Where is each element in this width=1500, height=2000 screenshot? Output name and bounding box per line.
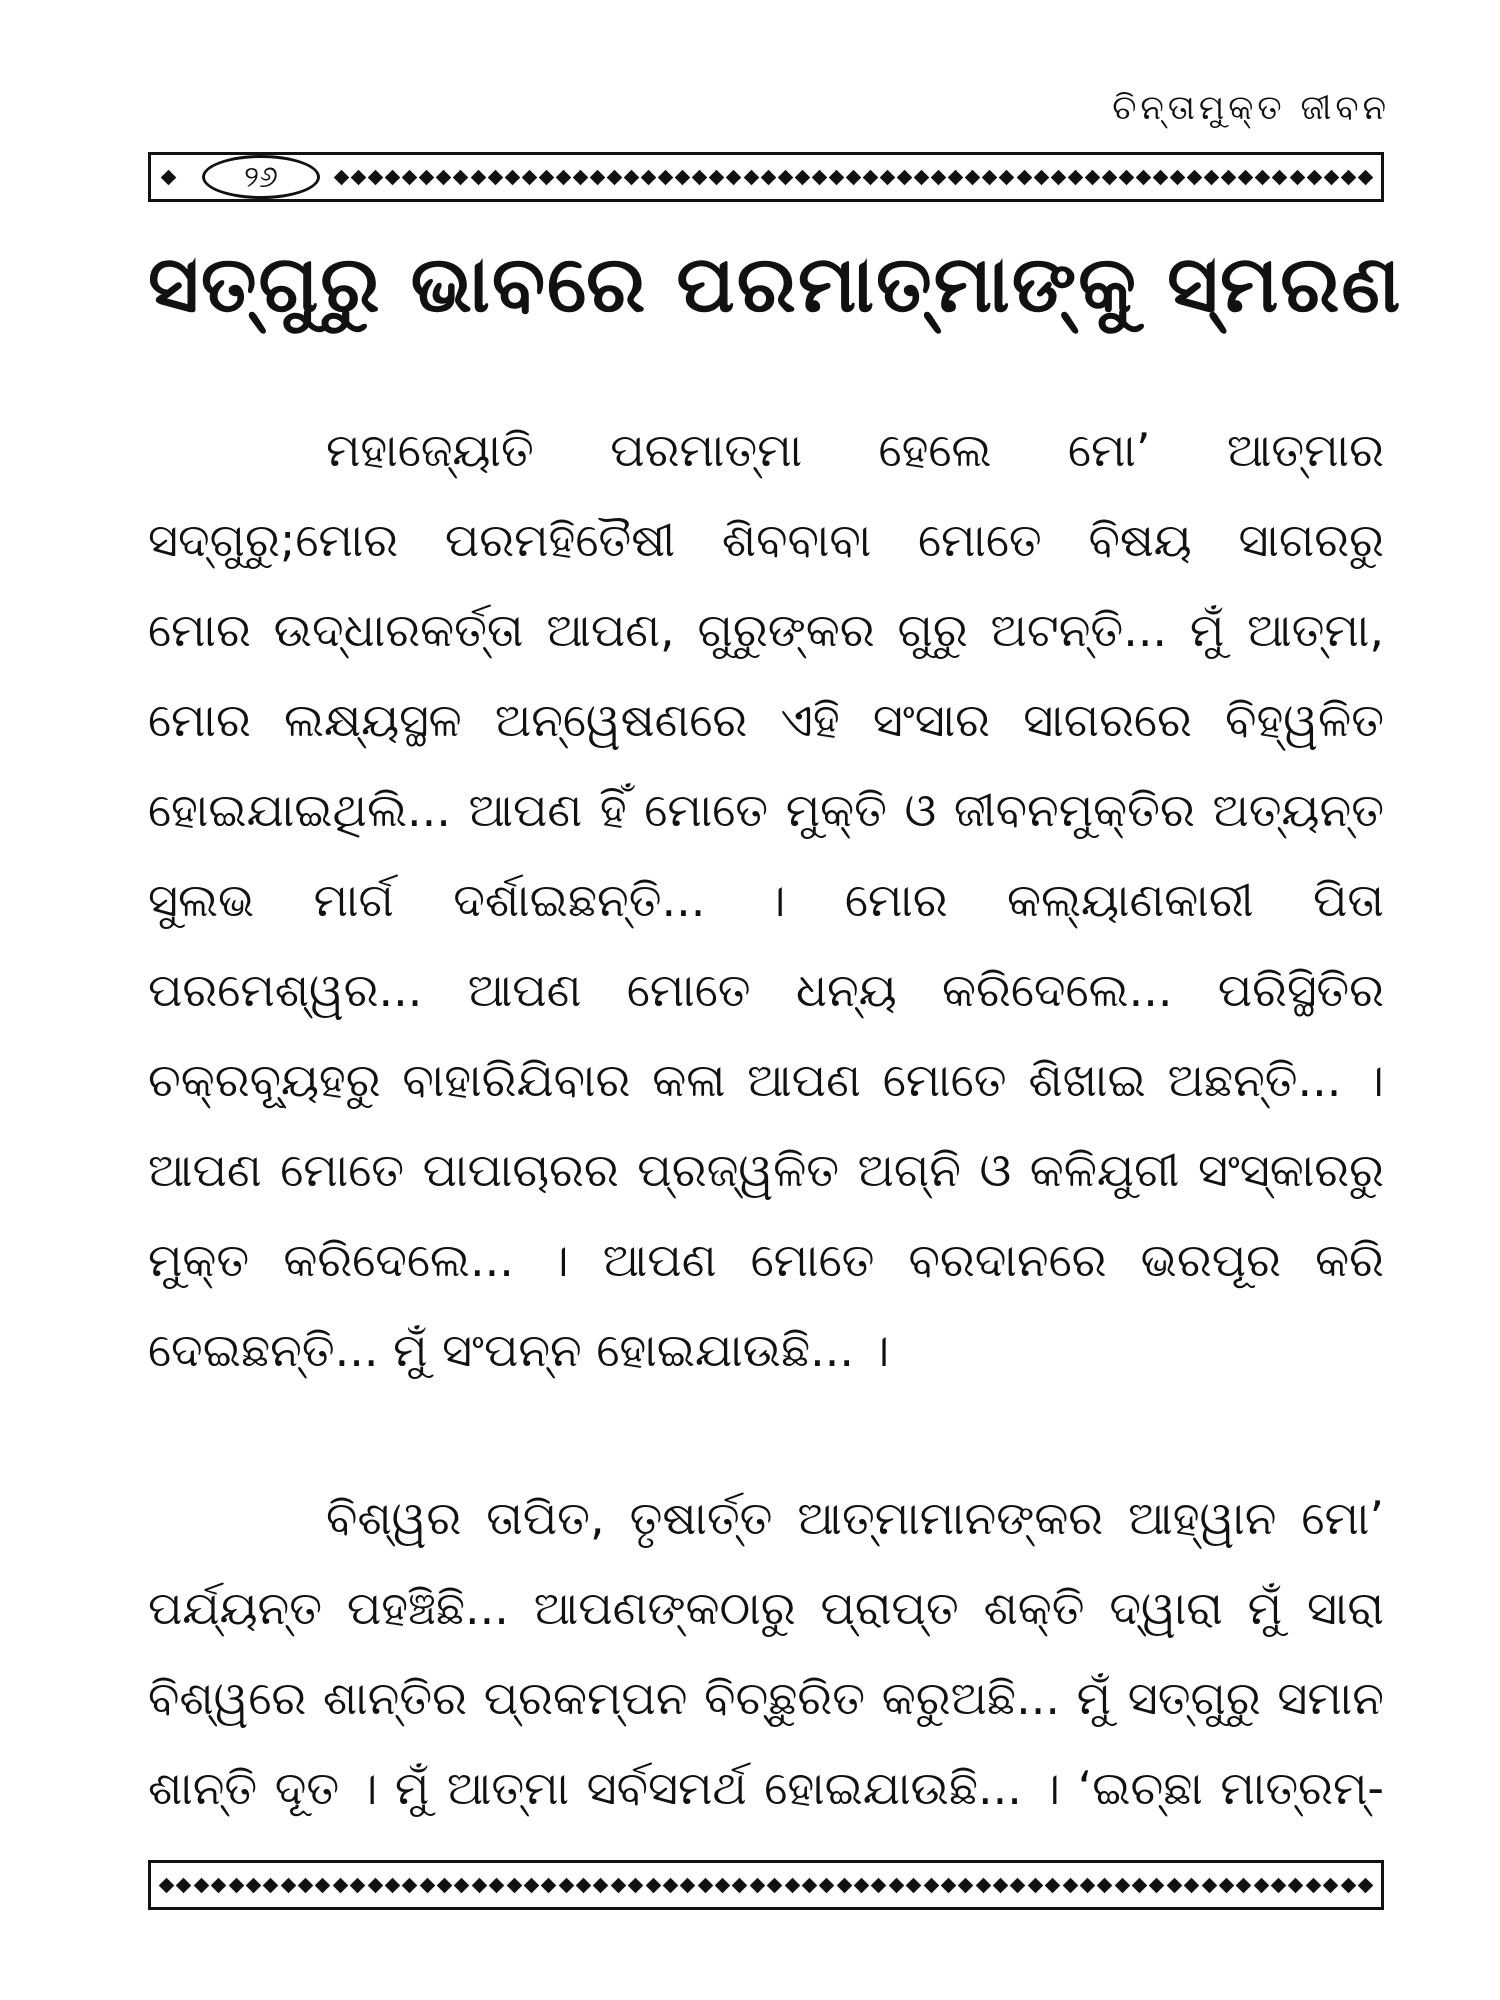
border-diamond-icon bbox=[906, 1877, 922, 1893]
border-diamond-icon bbox=[298, 1877, 314, 1893]
border-diamond-icon bbox=[1149, 1877, 1165, 1893]
border-diamond-icon bbox=[350, 1877, 366, 1893]
border-diamond-icon bbox=[982, 169, 998, 185]
border-diamond-icon bbox=[948, 169, 964, 185]
border-diamond-icon bbox=[1080, 1877, 1096, 1893]
border-diamond-icon bbox=[436, 169, 452, 185]
border-diamond-icon bbox=[1340, 169, 1356, 185]
border-diamond-icon bbox=[871, 1877, 887, 1893]
border-diamond-icon bbox=[726, 169, 742, 185]
border-diamond-icon bbox=[1253, 1877, 1269, 1893]
border-diamond-icon bbox=[897, 169, 913, 185]
border-diamond-icon bbox=[846, 169, 862, 185]
border-diamond-icon bbox=[506, 1877, 522, 1893]
border-diamond-icon bbox=[645, 1877, 661, 1893]
border-diamond-icon bbox=[332, 1877, 348, 1893]
page-number: ୨୬ bbox=[202, 155, 320, 199]
paragraph-line: ବିଶ୍ୱର ତାପିତ, ତୃଷାର୍ତ୍ତ ଆତ୍ମାମାନଙ୍କର ଆହ୍ୱାନ ମୋ’ bbox=[326, 1491, 1384, 1545]
border-diamond-icon bbox=[1027, 1877, 1043, 1893]
border-diamond-icon bbox=[1132, 1877, 1148, 1893]
border-diamond-icon bbox=[819, 1877, 835, 1893]
border-diamond-icon bbox=[1136, 169, 1152, 185]
border-diamond-icon bbox=[1097, 1877, 1113, 1893]
border-diamond-icon bbox=[1306, 169, 1322, 185]
paragraph-line: ମୋର ଲକ୍ଷ୍ୟସ୍ଥଳ ଅନ୍ୱେଷଣରେ ଏହି ସଂସାର ସାଗରରେ ବିହ୍ୱଳିତ bbox=[148, 693, 1384, 747]
border-diamond-icon bbox=[1236, 1877, 1252, 1893]
border-diamond-icon bbox=[760, 169, 776, 185]
border-diamond-icon bbox=[454, 1877, 470, 1893]
border-diamond-icon bbox=[1238, 169, 1254, 185]
border-diamond-icon bbox=[280, 1877, 296, 1893]
paragraph-line: ଶାନ୍ତି ଦୂତ । ମୁଁ ଆତ୍ମା ସର୍ବସମର୍ଥ ହୋଇଯାଉଛି... । ‘ଇଚ୍ଛା ମାତ୍ରମ୍- bbox=[148, 1761, 1384, 1815]
border-diamond-icon bbox=[504, 169, 520, 185]
border-diamond-icon bbox=[610, 1877, 626, 1893]
border-diamond-icon bbox=[880, 169, 896, 185]
border-diamond-icon bbox=[263, 1877, 279, 1893]
paragraph-line: ଦେଇଛନ୍ତି... ମୁଁ ସଂପନ୍ନ ହୋଇଯାଉଛି... । bbox=[148, 1323, 890, 1377]
border-diamond-icon bbox=[161, 169, 177, 185]
border-diamond-icon bbox=[697, 1877, 713, 1893]
border-diamond-icon bbox=[607, 169, 623, 185]
border-diamond-icon bbox=[246, 1877, 262, 1893]
border-diamond-icon bbox=[931, 169, 947, 185]
border-diamond-icon bbox=[732, 1877, 748, 1893]
border-diamond-icon bbox=[1102, 169, 1118, 185]
border-diamond-icon bbox=[1323, 1877, 1339, 1893]
paragraph-line: ବିଶ୍ୱରେ ଶାନ୍ତିର ପ୍ରକମ୍ପନ ବିଚ୍ଛୁରିତ କରୁଅଛି... ମୁଁ ସତ୍‌ଗୁରୁ ସମାନ bbox=[148, 1671, 1384, 1725]
border-diamond-icon bbox=[811, 169, 827, 185]
border-diamond-icon bbox=[385, 169, 401, 185]
top-ornamental-border bbox=[148, 152, 1384, 202]
border-diamond-icon bbox=[1033, 169, 1049, 185]
top-diamond-row bbox=[326, 155, 1381, 199]
border-diamond-icon bbox=[1016, 169, 1032, 185]
border-diamond-icon bbox=[784, 1877, 800, 1893]
border-diamond-icon bbox=[385, 1877, 401, 1893]
border-diamond-icon bbox=[624, 169, 640, 185]
paragraph-line: ମହାଜ୍ୟୋତି ପରମାତ୍ମା ହେଲେ ମୋ’ ଆତ୍ମାର bbox=[326, 423, 1384, 477]
border-diamond-icon bbox=[573, 169, 589, 185]
paragraph-line: ଆପଣ ମୋତେ ପାପାଚାରର ପ୍ରଜ୍ୱଳିତ ଅଗ୍ନି ଓ କଳିଯୁଗୀ ସଂସ୍କାରରୁ bbox=[148, 1143, 1384, 1197]
border-diamond-icon bbox=[663, 1877, 679, 1893]
paragraph-line: ହୋଇଯାଇଥିଲି... ଆପଣ ହିଁ ମୋତେ ମୁକ୍ତି ଓ ଜୀବନମୁକ୍ତିର ଅତ୍ୟନ୍ତ bbox=[148, 783, 1384, 837]
border-diamond-icon bbox=[1272, 169, 1288, 185]
border-diamond-icon bbox=[541, 1877, 557, 1893]
border-diamond-icon bbox=[556, 169, 572, 185]
border-diamond-icon bbox=[1166, 1877, 1182, 1893]
paragraph-1 bbox=[148, 405, 1384, 1395]
border-diamond-icon bbox=[802, 1877, 818, 1893]
border-diamond-icon bbox=[941, 1877, 957, 1893]
border-diamond-icon bbox=[228, 1877, 244, 1893]
border-diamond-icon bbox=[368, 169, 384, 185]
border-diamond-icon bbox=[888, 1877, 904, 1893]
border-diamond-icon bbox=[1062, 1877, 1078, 1893]
border-diamond-icon bbox=[1119, 169, 1135, 185]
border-diamond-icon bbox=[692, 169, 708, 185]
border-diamond-icon bbox=[521, 169, 537, 185]
border-diamond-icon bbox=[367, 1877, 383, 1893]
border-diamond-icon bbox=[794, 169, 810, 185]
border-diamond-icon bbox=[1271, 1877, 1287, 1893]
border-diamond-icon bbox=[402, 169, 418, 185]
paragraph-line: ମୁକ୍ତ କରିଦେଲେ... । ଆପଣ ମୋତେ ବରଦାନରେ ଭରପୂର କରି bbox=[148, 1233, 1384, 1287]
border-diamond-icon bbox=[1067, 169, 1083, 185]
border-diamond-icon bbox=[471, 1877, 487, 1893]
border-diamond-icon bbox=[854, 1877, 870, 1893]
border-diamond-icon bbox=[715, 1877, 731, 1893]
border-diamond-icon bbox=[999, 169, 1015, 185]
border-diamond-icon bbox=[1289, 169, 1305, 185]
border-diamond-icon bbox=[836, 1877, 852, 1893]
border-diamond-icon bbox=[1170, 169, 1186, 185]
border-diamond-icon bbox=[1219, 1877, 1235, 1893]
border-diamond-icon bbox=[159, 1877, 175, 1893]
border-diamond-icon bbox=[576, 1877, 592, 1893]
border-diamond-icon bbox=[524, 1877, 540, 1893]
paragraph-2 bbox=[148, 1473, 1384, 1833]
border-diamond-icon bbox=[1288, 1877, 1304, 1893]
border-diamond-icon bbox=[958, 1877, 974, 1893]
bottom-diamond-row bbox=[151, 1863, 1381, 1907]
border-diamond-icon bbox=[1357, 169, 1373, 185]
paragraph-line: ସଦ୍‌ଗୁରୁ;ମୋର ପରମହିତୈଷୀ ଶିବବାବା ମୋତେ ବିଷୟ ସାଗରରୁ bbox=[148, 513, 1384, 567]
border-diamond-icon bbox=[1153, 169, 1169, 185]
border-diamond-icon bbox=[334, 169, 350, 185]
border-diamond-icon bbox=[1050, 169, 1066, 185]
border-diamond-icon bbox=[470, 169, 486, 185]
border-diamond-icon bbox=[923, 1877, 939, 1893]
border-diamond-icon bbox=[402, 1877, 418, 1893]
border-diamond-icon bbox=[593, 1877, 609, 1893]
paragraph-line: ସୁଲଭ ମାର୍ଗ ଦର୍ଶାଇଛନ୍ତି... । ମୋର କଲ୍ୟାଣକାରୀ ପିତା bbox=[148, 873, 1384, 927]
paragraph-line: ପରମେଶ୍ୱର... ଆପଣ ମୋତେ ଧନ୍ୟ କରିଦେଲେ... ପରିସ୍ଥିତିର bbox=[148, 963, 1384, 1017]
border-diamond-icon bbox=[315, 1877, 331, 1893]
border-diamond-icon bbox=[1201, 1877, 1217, 1893]
border-diamond-icon bbox=[680, 1877, 696, 1893]
border-diamond-icon bbox=[351, 169, 367, 185]
chapter-title: ସତ୍‌ଗୁରୁ ଭାବରେ ପରମାତ୍ମାଙ୍କୁ ସ୍ମରଣ bbox=[148, 240, 1403, 330]
border-diamond-icon bbox=[829, 169, 845, 185]
border-diamond-icon bbox=[965, 169, 981, 185]
border-diamond-icon bbox=[211, 1877, 227, 1893]
border-diamond-icon bbox=[1114, 1877, 1130, 1893]
border-diamond-icon bbox=[176, 1877, 192, 1893]
border-diamond-icon bbox=[993, 1877, 1009, 1893]
border-diamond-icon bbox=[628, 1877, 644, 1893]
border-diamond-icon bbox=[1187, 169, 1203, 185]
border-diamond-icon bbox=[1358, 1877, 1374, 1893]
border-diamond-icon bbox=[590, 169, 606, 185]
border-diamond-icon bbox=[1045, 1877, 1061, 1893]
border-diamond-icon bbox=[777, 169, 793, 185]
border-diamond-icon bbox=[1255, 169, 1271, 185]
border-diamond-icon bbox=[1204, 169, 1220, 185]
border-diamond-icon bbox=[658, 169, 674, 185]
border-diamond-icon bbox=[558, 1877, 574, 1893]
paragraph-line: ପର୍ଯ୍ୟନ୍ତ ପହଞ୍ଚିଛି... ଆପଣଙ୍କଠାରୁ ପ୍ରାପ୍ତ ଶକ୍ତି ଦ୍ୱାରା ମୁଁ ସାରା bbox=[148, 1581, 1384, 1635]
border-diamond-icon bbox=[487, 169, 503, 185]
border-diamond-icon bbox=[419, 1877, 435, 1893]
bottom-ornamental-border bbox=[148, 1860, 1384, 1910]
border-diamond-icon bbox=[975, 1877, 991, 1893]
border-diamond-icon bbox=[1305, 1877, 1321, 1893]
border-diamond-icon bbox=[1221, 169, 1237, 185]
border-diamond-icon bbox=[641, 169, 657, 185]
border-diamond-icon bbox=[749, 1877, 765, 1893]
border-diamond-icon bbox=[1340, 1877, 1356, 1893]
border-diamond-icon bbox=[863, 169, 879, 185]
paragraph-line: ଚକ୍ରବ୍ୟୂହରୁ ବାହାରିଯିବାର କଳା ଆପଣ ମୋତେ ଶିଖାଇ ଅଛନ୍ତି... । bbox=[148, 1053, 1384, 1107]
border-diamond-icon bbox=[675, 169, 691, 185]
border-diamond-icon bbox=[1184, 1877, 1200, 1893]
border-diamond-icon bbox=[767, 1877, 783, 1893]
border-diamond-icon bbox=[453, 169, 469, 185]
border-diamond-icon bbox=[1084, 169, 1100, 185]
border-diamond-icon bbox=[1010, 1877, 1026, 1893]
border-diamond-icon bbox=[743, 169, 759, 185]
border-diamond-icon bbox=[538, 169, 554, 185]
running-header: ଚିନ୍ତାମୁକ୍ତ ଜୀବନ bbox=[1112, 88, 1390, 128]
border-diamond-icon bbox=[914, 169, 930, 185]
border-diamond-icon bbox=[489, 1877, 505, 1893]
border-diamond-icon bbox=[437, 1877, 453, 1893]
paragraph-line: ମୋର ଉଦ୍ଧାରକର୍ତ୍ତା ଆପଣ, ଗୁରୁଙ୍କର ଗୁରୁ ଅଟନ୍ତି... ମୁଁ ଆତ୍ମା, bbox=[148, 603, 1384, 657]
border-diamond-icon bbox=[709, 169, 725, 185]
border-diamond-icon bbox=[1323, 169, 1339, 185]
border-diamond-icon bbox=[193, 1877, 209, 1893]
border-diamond-icon bbox=[419, 169, 435, 185]
